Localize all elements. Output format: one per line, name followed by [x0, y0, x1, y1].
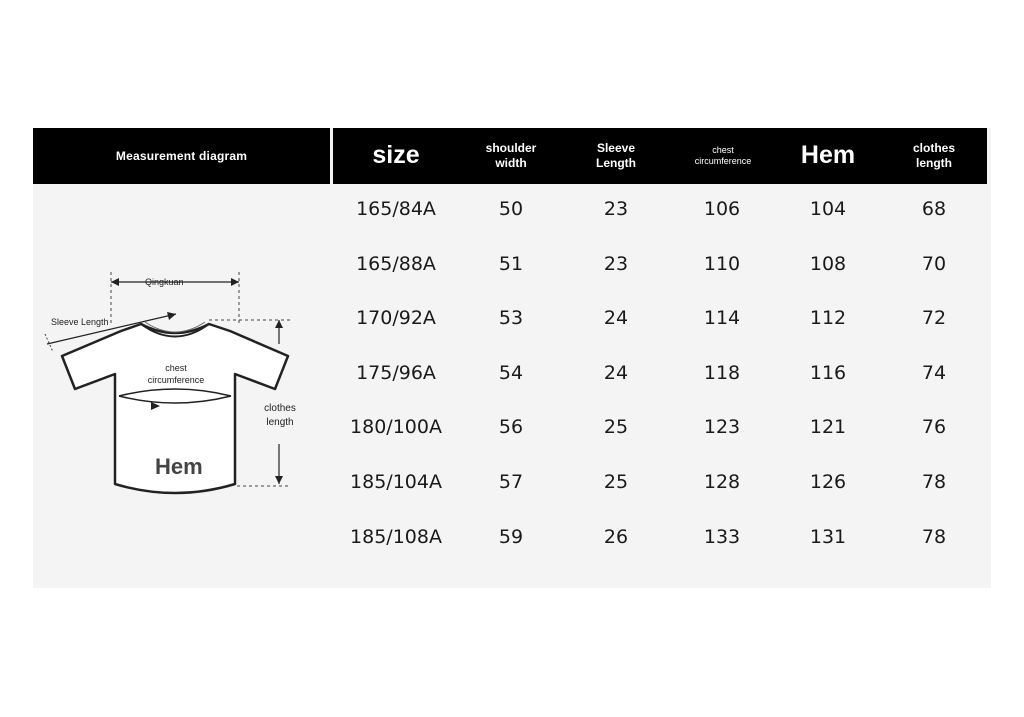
- cell-size: 175/96A: [356, 361, 436, 384]
- cell-sleeve: 24: [603, 361, 629, 384]
- cell-shoulder: 56: [498, 416, 524, 439]
- tshirt-diagram: [33, 184, 330, 588]
- cell-hem: 104: [809, 198, 847, 220]
- cell-shoulder: 51: [498, 252, 524, 275]
- header-chest: chest circumference: [694, 144, 752, 166]
- hem-label: Hem: [155, 454, 203, 479]
- cell-shoulder: 54: [498, 361, 524, 384]
- cell-hem: 108: [809, 252, 847, 275]
- cell-hem: 126: [809, 471, 847, 493]
- cell-sleeve: 24: [603, 307, 629, 330]
- cell-hem: 116: [809, 361, 847, 384]
- cell-size: 165/84A: [356, 198, 436, 220]
- cell-chest: 106: [703, 198, 741, 220]
- cell-length: 76: [921, 416, 947, 439]
- cell-length: 74: [921, 361, 947, 384]
- cell-sleeve: 26: [603, 525, 629, 548]
- diagram-title: Measurement diagram: [115, 149, 248, 163]
- cell-length: 70: [921, 252, 947, 275]
- table-header-row: [333, 128, 987, 184]
- cell-chest: 123: [703, 416, 741, 439]
- cell-sleeve: 23: [603, 198, 629, 220]
- diagram-header: [33, 128, 330, 184]
- cell-hem: 121: [809, 416, 847, 439]
- cell-chest: 110: [703, 252, 741, 275]
- shoulder-label: Qingkuan: [145, 277, 184, 287]
- cell-shoulder: 53: [498, 307, 524, 330]
- cell-length: 78: [921, 471, 947, 493]
- header-hem: Hem: [800, 141, 856, 170]
- cell-size: 185/104A: [350, 471, 442, 493]
- cell-size: 170/92A: [356, 307, 436, 330]
- cell-size: 185/108A: [350, 525, 442, 548]
- cell-hem: 112: [809, 307, 847, 330]
- header-length: clothes length: [912, 141, 955, 170]
- cell-sleeve: 25: [603, 416, 629, 439]
- cell-sleeve: 25: [603, 471, 629, 493]
- cell-length: 72: [921, 307, 947, 330]
- cell-sleeve: 23: [603, 252, 629, 275]
- cell-chest: 128: [703, 471, 741, 493]
- cell-hem: 131: [809, 525, 847, 548]
- cell-chest: 133: [703, 525, 741, 548]
- header-sleeve: Sleeve Length: [596, 141, 636, 170]
- cell-chest: 114: [703, 307, 741, 330]
- header-size: size: [372, 141, 420, 170]
- length-label: clothes length: [264, 403, 296, 428]
- cell-shoulder: 57: [498, 471, 524, 493]
- header-shoulder: shoulder width: [485, 141, 537, 170]
- cell-chest: 118: [703, 361, 741, 384]
- cell-size: 180/100A: [350, 416, 442, 439]
- cell-length: 78: [921, 525, 947, 548]
- cell-length: 68: [921, 198, 947, 220]
- cell-shoulder: 50: [498, 198, 524, 220]
- sleeve-label: Sleeve Length: [51, 317, 109, 327]
- chest-label: chest circumference: [147, 363, 205, 386]
- cell-size: 165/88A: [356, 252, 436, 275]
- cell-shoulder: 59: [498, 525, 524, 548]
